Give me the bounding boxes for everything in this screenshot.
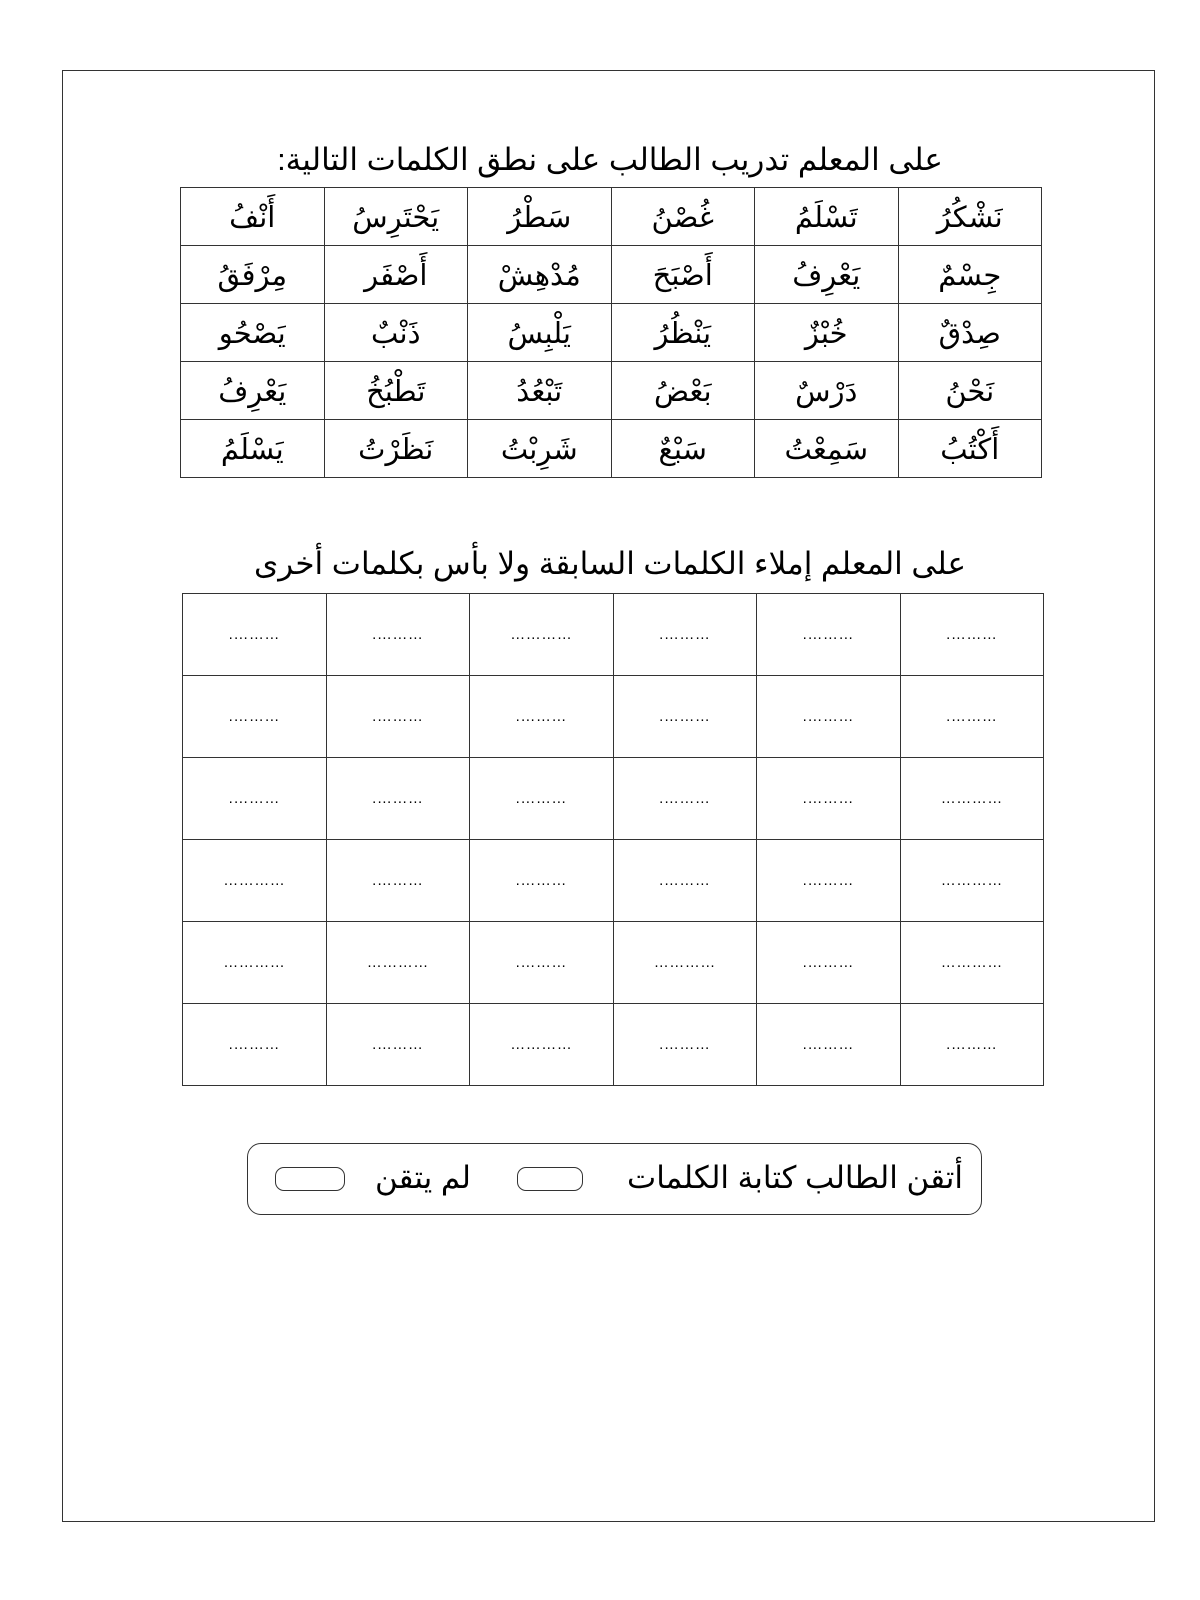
dictation-cell[interactable]: ………. xyxy=(470,758,614,840)
dictation-cell[interactable]: ………. xyxy=(326,840,470,922)
word-cell: أَصْبَحَ xyxy=(611,246,755,304)
word-cell: بَعْضُ xyxy=(611,362,755,420)
word-cell: سَبْعٌ xyxy=(611,420,755,478)
dictation-row xyxy=(183,1004,1044,1086)
dictation-cell[interactable]: ………. xyxy=(183,758,327,840)
word-cell: نَحْنُ xyxy=(898,362,1042,420)
dictation-cell[interactable]: ………… xyxy=(900,758,1044,840)
dictation-cell[interactable]: ………. xyxy=(613,594,757,676)
dictation-cell[interactable]: ………. xyxy=(757,1004,901,1086)
dictation-cell[interactable]: ………. xyxy=(900,594,1044,676)
word-row xyxy=(181,420,1042,478)
dictation-cell[interactable]: ………. xyxy=(900,676,1044,758)
word-cell: تَسْلَمُ xyxy=(755,188,899,246)
dictation-cell[interactable]: ………… xyxy=(613,922,757,1004)
dictation-row xyxy=(183,840,1044,922)
word-row xyxy=(181,362,1042,420)
dictation-cell[interactable]: ………. xyxy=(757,594,901,676)
dictation-cell[interactable]: ………. xyxy=(183,1004,327,1086)
word-cell: نَشْكُرُ xyxy=(898,188,1042,246)
word-cell: يَنْظُرُ xyxy=(611,304,755,362)
pronunciation-words-table xyxy=(180,187,1042,478)
word-cell: شَرِبْتُ xyxy=(468,420,612,478)
word-cell: تَطْبُخُ xyxy=(324,362,468,420)
word-cell: سَطْرُ xyxy=(468,188,612,246)
dictation-cell[interactable]: ………. xyxy=(326,594,470,676)
dictation-cell[interactable]: ………. xyxy=(470,676,614,758)
dictation-row xyxy=(183,758,1044,840)
word-cell: يَلْبِسُ xyxy=(468,304,612,362)
word-cell: ذَنْبٌ xyxy=(324,304,468,362)
dictation-cell[interactable]: ………. xyxy=(326,758,470,840)
word-cell: أَنْفُ xyxy=(181,188,325,246)
dictation-row xyxy=(183,922,1044,1004)
word-cell: يَعْرِفُ xyxy=(755,246,899,304)
pronunciation-heading: على المعلم تدريب الطالب على نطق الكلمات التالية: xyxy=(277,142,943,177)
word-cell: أَصْفَر xyxy=(324,246,468,304)
mastered-label: أتقن الطالب كتابة الكلمات xyxy=(627,1160,963,1195)
dictation-cell[interactable]: ………. xyxy=(613,758,757,840)
dictation-cell[interactable]: ………. xyxy=(900,1004,1044,1086)
dictation-heading: على المعلم إملاء الكلمات السابقة ولا بأس بكلمات أخرى xyxy=(254,546,966,581)
dictation-cell[interactable]: ………… xyxy=(326,922,470,1004)
dictation-cell[interactable]: ………. xyxy=(326,1004,470,1086)
dictation-cell[interactable]: ………. xyxy=(613,840,757,922)
word-cell: جِسْمٌ xyxy=(898,246,1042,304)
dictation-cell[interactable]: ………… xyxy=(900,840,1044,922)
dictation-cell[interactable]: ………. xyxy=(326,676,470,758)
dictation-cell[interactable]: ………. xyxy=(613,1004,757,1086)
word-cell: مُدْهِشْ xyxy=(468,246,612,304)
word-cell: أَكْتُبُ xyxy=(898,420,1042,478)
dictation-row xyxy=(183,676,1044,758)
dictation-cell[interactable]: ………… xyxy=(470,594,614,676)
word-cell: سَمِعْتُ xyxy=(755,420,899,478)
word-cell: يَسْلَمُ xyxy=(181,420,325,478)
dictation-cell[interactable]: ………… xyxy=(183,922,327,1004)
word-cell: صِدْقٌ xyxy=(898,304,1042,362)
word-row xyxy=(181,304,1042,362)
dictation-cell[interactable]: ………. xyxy=(183,594,327,676)
dictation-cell[interactable]: ………. xyxy=(470,922,614,1004)
word-row xyxy=(181,188,1042,246)
dictation-cell[interactable]: ………… xyxy=(183,840,327,922)
word-cell: يَعْرِفُ xyxy=(181,362,325,420)
dictation-table xyxy=(182,593,1044,1086)
word-cell: تَبْعُدُ xyxy=(468,362,612,420)
dictation-cell[interactable]: ………. xyxy=(183,676,327,758)
dictation-row xyxy=(183,594,1044,676)
dictation-cell[interactable]: ………. xyxy=(470,840,614,922)
mastered-checkbox[interactable] xyxy=(517,1167,583,1191)
dictation-cell[interactable]: ………. xyxy=(757,922,901,1004)
dictation-cell[interactable]: ………. xyxy=(757,676,901,758)
word-cell: غُصْنُ xyxy=(611,188,755,246)
word-row xyxy=(181,246,1042,304)
dictation-cell[interactable]: ………… xyxy=(470,1004,614,1086)
word-cell: مِرْفَقُ xyxy=(181,246,325,304)
not-mastered-checkbox[interactable] xyxy=(275,1167,345,1191)
word-cell: دَرْسٌ xyxy=(755,362,899,420)
dictation-cell[interactable]: ………… xyxy=(900,922,1044,1004)
word-cell: خُبْزٌ xyxy=(755,304,899,362)
assessment-box xyxy=(247,1143,982,1215)
word-cell: يَصْحُو xyxy=(181,304,325,362)
dictation-cell[interactable]: ………. xyxy=(613,676,757,758)
word-cell: نَظَرْتُ xyxy=(324,420,468,478)
dictation-cell[interactable]: ………. xyxy=(757,840,901,922)
not-mastered-label: لم يتقن xyxy=(375,1160,471,1195)
dictation-cell[interactable]: ………. xyxy=(757,758,901,840)
word-cell: يَحْتَرِسُ xyxy=(324,188,468,246)
